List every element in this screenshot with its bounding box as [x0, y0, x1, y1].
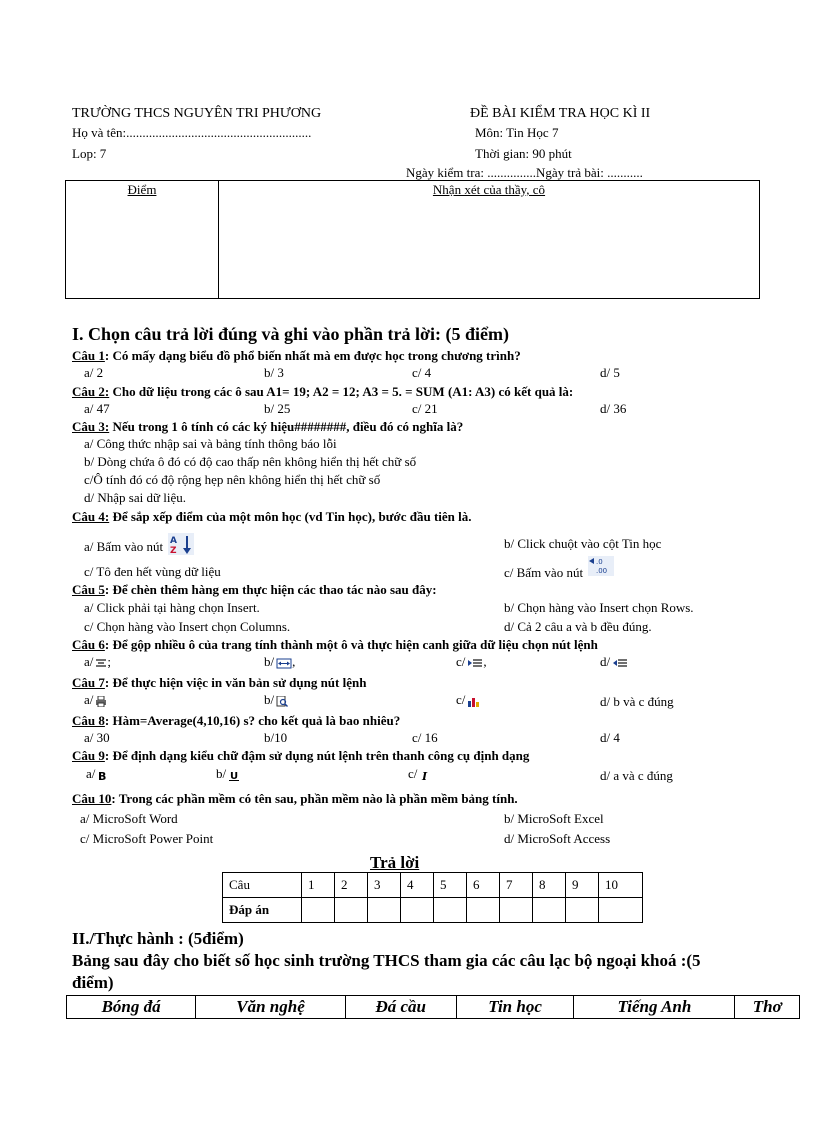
svg-text:U: U	[230, 770, 239, 781]
question-8: Câu 8: Hàm=Average(4,10,16) s? cho kết quả là bao nhiêu?	[72, 713, 401, 728]
q9-option-d: d/ a và c đúng	[600, 768, 673, 783]
exam-title: ĐỀ BÀI KIỂM TRA HỌC KÌ II	[470, 106, 651, 121]
q10-option-c: c/ MicroSoft Power Point	[80, 831, 214, 846]
answer-table-row-label: Câu	[223, 873, 302, 898]
q9-option-a: a/ B	[86, 766, 109, 782]
q3-option-d: d/ Nhập sai dữ liệu.	[84, 490, 187, 505]
answer-cell	[467, 898, 500, 923]
answer-row-label: Đáp án	[223, 898, 302, 923]
q4-option-c: c/ Tô đen hết vùng dữ liệu	[84, 564, 221, 579]
answer-cell	[401, 898, 434, 923]
q6-option-b: b/ ,	[264, 654, 296, 669]
score-label: Điểm	[127, 182, 157, 197]
svg-text:.0: .0	[596, 558, 604, 566]
q1-option-a: a/ 2	[84, 365, 104, 380]
answer-col-6: 6	[467, 873, 500, 898]
q3-option-a: a/ Công thức nhập sai và bảng tính thông báo lỗi	[84, 436, 337, 451]
q6-option-d: d/	[600, 654, 628, 670]
answer-col-4: 4	[401, 873, 434, 898]
q5-option-d: d/ Cả 2 câu a và b đều đúng.	[504, 619, 652, 634]
print-preview-icon	[276, 696, 288, 707]
merge-and-center-icon	[276, 658, 292, 669]
q8-option-b: b/10	[264, 730, 288, 745]
increase-indent-icon	[467, 658, 483, 669]
answer-col-3: 3	[368, 873, 401, 898]
q10-option-b: b/ MicroSoft Excel	[504, 811, 604, 826]
section2-intro-line1: Bảng sau đây cho biết số học sinh trường THCS tham gia các câu lạc bộ ngoại khoá :(5	[72, 951, 701, 970]
question-9: Câu 9: Để định dạng kiểu chữ đậm sử dụng nút lệnh trên thanh công cụ định dạng	[72, 748, 530, 763]
student-name-field: Họ và tên:.........................................................	[72, 125, 312, 140]
clubs-table	[66, 995, 800, 1019]
q1-option-b: b/ 3	[264, 365, 284, 380]
question-10: Câu 10: Trong các phần mềm có tên sau, phần mềm nào là phần mềm bảng tính.	[72, 791, 518, 806]
answer-cell	[566, 898, 599, 923]
question-7: Câu 7: Để thực hiện việc in văn bản sử dụng nút lệnh	[72, 675, 367, 690]
underline-icon	[228, 770, 240, 781]
answer-col-9: 9	[566, 873, 599, 898]
answer-table-row-question	[223, 873, 643, 898]
teacher-comment-label: Nhận xét của thầy, cô	[432, 182, 546, 197]
answer-col-2: 2	[335, 873, 368, 898]
school-name: TRƯỜNG THCS NGUYÊN TRI PHƯƠNG	[72, 106, 322, 121]
answer-col-5: 5	[434, 873, 467, 898]
q1-option-c: c/ 4	[412, 365, 432, 380]
q3-option-b: b/ Dòng chứa ô đó có độ cao thấp nên không hiển thị hết chữ số	[84, 454, 417, 469]
club-informatics: Tin học	[456, 996, 574, 1019]
svg-text:I: I	[422, 769, 428, 781]
bold-icon	[97, 770, 109, 781]
question-2: Câu 2: Cho dữ liệu trong các ô sau A1= 19; A2 = 12; A3 = 5. = SUM (A1: A3) có kết quả là:	[72, 384, 574, 399]
q8-option-a: a/ 30	[84, 730, 110, 745]
answer-col-10: 10	[599, 873, 643, 898]
section1-title: I. Chọn câu trả lời đúng và ghi vào phần trả lời: (5 điểm)	[72, 324, 509, 344]
question-6: Câu 6: Để gộp nhiều ô của trang tính thành một ô và thực hiện canh giữa dữ liệu chọn nút lệnh	[72, 637, 598, 652]
q9-option-b: b/ U	[216, 766, 239, 781]
q5-option-b: b/ Chọn hàng vào Insert chọn Rows.	[504, 600, 694, 615]
q5-option-a: a/ Click phải tại hàng chọn Insert.	[84, 600, 260, 615]
q2-option-c: c/ 21	[412, 401, 438, 416]
q2-option-b: b/ 25	[264, 401, 291, 416]
answer-table-row-answer	[223, 898, 643, 923]
answer-table	[222, 872, 643, 923]
club-poetry: Thơ	[735, 996, 800, 1019]
q1-option-d: d/ 5	[600, 365, 620, 380]
subject-label: Môn: Tin Học 7	[475, 125, 559, 140]
club-football: Bóng đá	[67, 996, 196, 1019]
sort-ascending-icon	[168, 533, 194, 555]
answer-col-7: 7	[500, 873, 533, 898]
q6-option-c: c/ ,	[456, 654, 487, 669]
question-4: Câu 4: Để sắp xếp điểm của một môn học (vd Tin học), bước đầu tiên là.	[72, 509, 472, 524]
time-label: Thời gian: 90 phút	[475, 146, 572, 161]
answer-cell	[500, 898, 533, 923]
q2-option-a: a/ 47	[84, 401, 110, 416]
club-shuttlecock: Đá cầu	[345, 996, 456, 1019]
italic-icon	[419, 770, 431, 781]
svg-text:B: B	[98, 769, 107, 781]
q8-option-c: c/ 16	[412, 730, 438, 745]
q7-option-c: c/	[456, 692, 481, 708]
q7-option-b: b/	[264, 692, 288, 708]
answer-col-8: 8	[533, 873, 566, 898]
q5-option-c: c/ Chọn hàng vào Insert chọn Columns.	[84, 619, 291, 634]
q4-option-a: a/ Bấm vào nút A Z	[84, 533, 194, 555]
answer-cell	[599, 898, 643, 923]
club-english: Tiếng Anh	[574, 996, 735, 1019]
question-1: Câu 1: Có mấy dạng biểu đồ phổ biến nhất mà em được học trong chương trình?	[72, 348, 521, 363]
q10-option-a: a/ MicroSoft Word	[80, 811, 178, 826]
answer-cell	[434, 898, 467, 923]
answer-cell	[368, 898, 401, 923]
question-5: Câu 5: Để chèn thêm hàng em thực hiện các thao tác nào sau đây:	[72, 582, 437, 597]
q4-option-d: c/ Bấm vào nút .0 .00	[504, 556, 614, 576]
grade-box	[65, 180, 760, 299]
club-arts: Văn nghệ	[196, 996, 346, 1019]
q9-option-c: c/ I	[408, 766, 431, 782]
q2-option-d: d/ 36	[600, 401, 627, 416]
q3-option-c: c/Ô tính đó có độ rộng hẹp nên không hiển thị hết chữ số	[84, 472, 381, 487]
answer-col-1: 1	[302, 873, 335, 898]
decrease-decimal-icon	[588, 556, 614, 576]
align-center-icon	[95, 658, 107, 669]
exam-dates: Ngày kiểm tra: ...............Ngày trả bài: ...........	[406, 165, 643, 180]
section2-title: II./Thực hành : (5điểm)	[72, 929, 244, 948]
svg-text:.00: .00	[596, 567, 608, 575]
answer-cell	[335, 898, 368, 923]
q4-option-b: b/ Click chuột vào cột Tin học	[504, 536, 662, 551]
answer-cell	[302, 898, 335, 923]
answer-table-title: Trả lời	[370, 853, 420, 872]
question-3: Câu 3: Nếu trong 1 ô tính có các ký hiệu########, điều đó có nghĩa là?	[72, 419, 464, 434]
q7-option-a: a/	[84, 692, 107, 708]
answer-cell	[533, 898, 566, 923]
q10-option-d: d/ MicroSoft Access	[504, 831, 611, 846]
chart-wizard-icon	[467, 696, 481, 707]
q7-option-d: d/ b và c đúng	[600, 694, 674, 709]
svg-text:A: A	[170, 536, 178, 546]
clubs-header-row	[67, 996, 800, 1019]
section2-intro-line2: điểm)	[72, 973, 114, 992]
q6-option-a: a/ ;	[84, 654, 112, 669]
class-label: Lop: 7	[72, 146, 107, 161]
q8-option-d: d/ 4	[600, 730, 620, 745]
decrease-indent-icon	[612, 658, 628, 669]
print-icon	[95, 696, 107, 707]
svg-text:Z: Z	[170, 546, 177, 555]
